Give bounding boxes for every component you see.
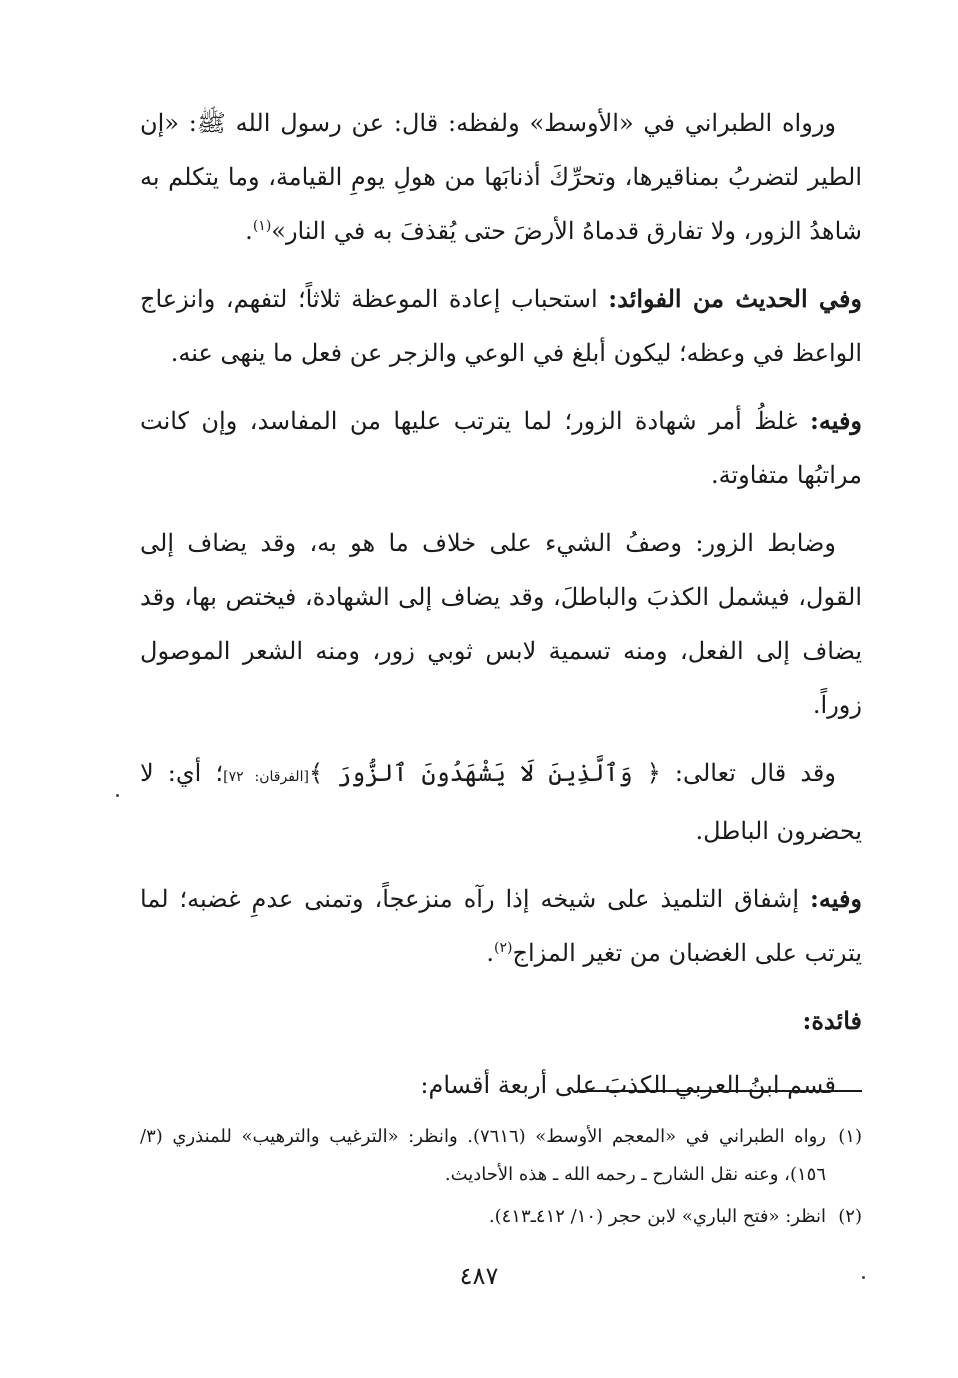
paragraph-text: غلظُ أمر شهادة الزور؛ لما يترتب عليها من المفاسد، وإن كانت مراتبُها متفاوتة. <box>140 407 862 489</box>
paragraph-text: ورواه الطبراني في «الأوسط» ولفظه: قال: عن رسول الله ﷺ: «إن الطير لتضربُ بمناقيرها، وتحرِّكَ أذنابَها من هولِ يومِ القيامة، وما يتكلم به شاهدُ الزور، ولا تفارق قدماهُ الأرضَ حتى يُقذفَ به في النار» <box>140 109 862 245</box>
scan-speck <box>116 794 119 797</box>
paragraph-tail: . <box>245 217 253 245</box>
footnote-text: رواه الطبراني في «المعجم الأوسط» (٧٦١٦). وانظر: «الترغيب والترهيب» للمنذري (٣/ ١٥٦)، وعنه نقل الشارح ـ رحمه الله ـ هذه الأحاديث. <box>140 1126 827 1185</box>
paragraph-text: استحباب إعادة الموعظة ثلاثاً؛ لتفهم، وانزعاج الواعظ في وعظه؛ ليكون أبلغ في الوعي والزجر عن فعل ما ينهى عنه. <box>140 285 862 367</box>
footnotes <box>140 1118 862 1240</box>
main-text <box>140 96 862 1126</box>
footnote-number: (١) <box>838 1126 862 1147</box>
bold-lead: وفيه: <box>809 884 862 913</box>
paragraph-text: إشفاق التلميذ على شيخه إذا رآه منزعجاً، وتمنى عدمِ غضبه؛ لما يترتب على الغضبان من تغير المزاج <box>140 885 862 967</box>
paragraph-student <box>140 872 862 980</box>
footnote-ref-2[interactable]: (٢) <box>494 940 513 956</box>
footnote-divider <box>580 1090 862 1092</box>
paragraph-closing: قسم ابنُ العربي الكذبَ على أربعة أقسام: <box>420 1071 836 1099</box>
quran-verse: ﴿ وَٱلَّذِينَ لَا يَشْهَدُونَ ٱلزُّورَ ﴾ <box>308 759 661 787</box>
paragraph-text: وضابط الزور: وصفُ الشيء على خلاف ما هو به، وقد يضاف إلى القول، فيشمل الكذبَ والباطلَ، وقد يضاف إلى الشهادة، فيختص بها، وقد يضاف إلى الفعل، ومنه تسمية لابس ثوبي زور، ومنه الشعر الموصول زوراً. <box>140 529 862 719</box>
footnote-number: (٢) <box>838 1206 862 1227</box>
footnote-1 <box>140 1118 862 1194</box>
paragraph-definition <box>140 516 862 732</box>
footnote-text: انظر: «فتح الباري» لابن حجر (١٠/ ٤١٢ـ٤١٣). <box>488 1206 826 1227</box>
paragraph-quran-verse <box>140 746 862 858</box>
paragraph-tabarani <box>140 96 862 258</box>
bold-lead: وفيه: <box>809 406 862 435</box>
bold-lead: وفي الحديث من الفوائد: <box>608 284 863 313</box>
scan-speck <box>862 1276 865 1279</box>
footnote-2 <box>140 1198 862 1236</box>
paragraph-text: ؛ أي: لا يحضرون الباطل. <box>140 759 862 845</box>
paragraph-lead: وقد قال تعالى: <box>660 759 836 787</box>
quran-reference: [الفرقان: ٧٢] <box>223 769 309 785</box>
footnote-ref-1[interactable]: (١) <box>252 218 272 234</box>
page-number: ٤٨٧ <box>459 1262 499 1290</box>
paragraph-benefits <box>140 272 862 380</box>
paragraph-false-testimony <box>140 394 862 502</box>
paragraph-tail: . <box>486 939 495 967</box>
section-heading: فائدة: <box>802 1006 862 1035</box>
